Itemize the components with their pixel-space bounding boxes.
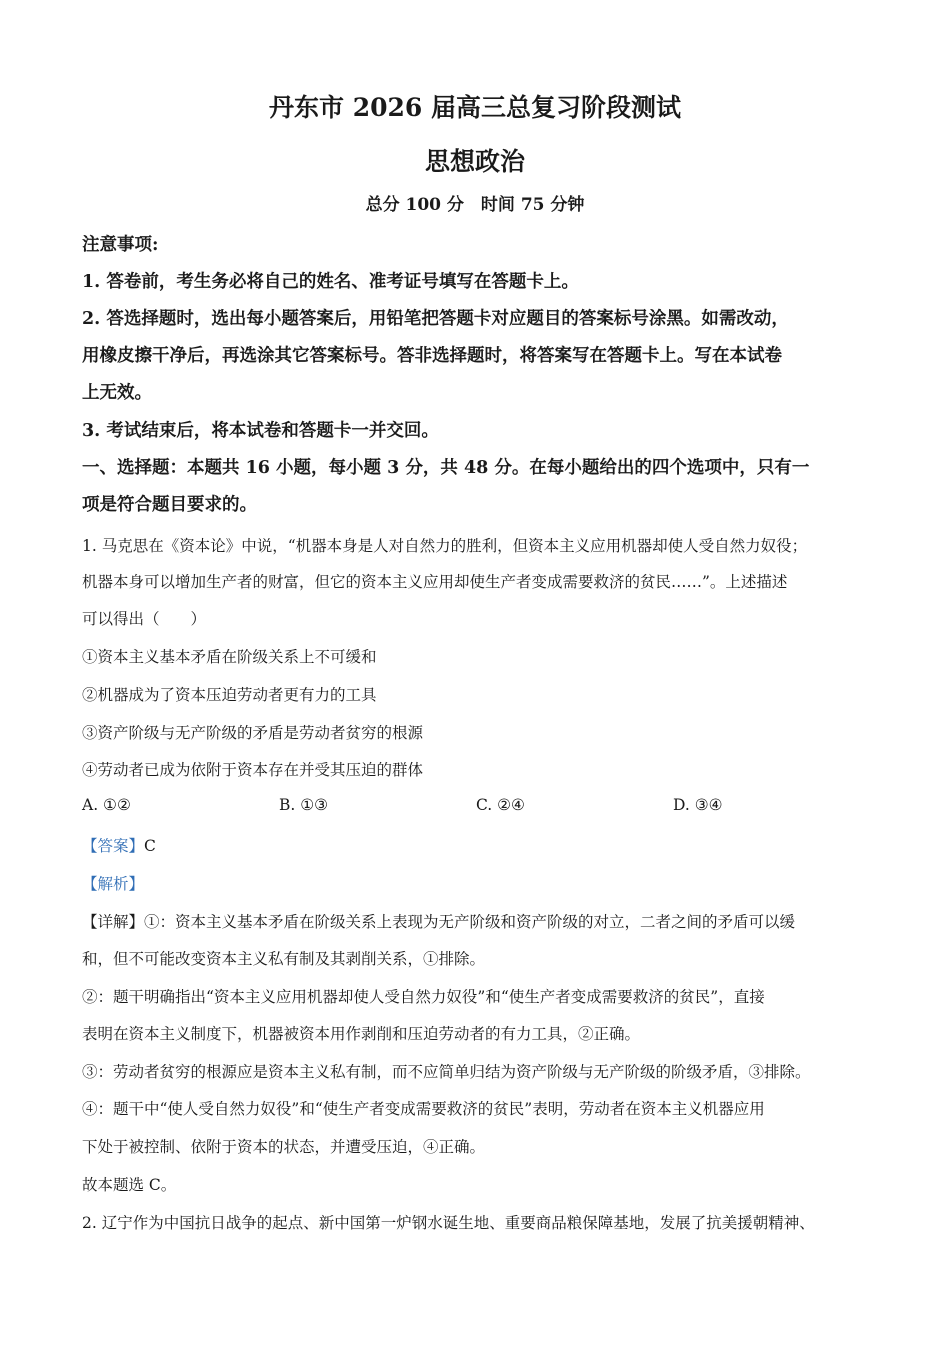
detail-conclusion: 故本题选 C。: [82, 1176, 177, 1194]
detail-tag: 【详解】: [82, 913, 145, 931]
detail-line: ③：劳动者贫穷的根源应是资本主义私有制，而不应简单归结为资产阶级与无产阶级的阶级矛盾，③排除。: [82, 1063, 811, 1081]
statement-item: ④劳动者已成为依附于资本存在并受其压迫的群体: [82, 761, 424, 779]
exam-meta: 总分 100 分 时间 75 分钟: [365, 195, 585, 215]
question-2-stem: 2. 辽宁作为中国抗日战争的起点、新中国第一炉钢水诞生地、重要商品粮保障基地，发展了抗美援朝精神、: [82, 1214, 815, 1232]
notes-heading: 注意事项:: [82, 235, 159, 255]
question-stem: 机器本身可以增加生产者的财富，但它的资本主义应用却使生产者变成需要救济的贫民……”。上述描述: [82, 573, 788, 591]
option-d: D. ③④: [673, 796, 723, 814]
note-line: 用橡皮擦干净后，再选涂其它答案标号。答非选择题时，将答案写在答题卡上。写在本试卷: [82, 346, 782, 366]
detail-line: [82, 910, 795, 932]
answer-line: [82, 834, 156, 856]
detail-text: ①：资本主义基本矛盾在阶级关系上表现为无产阶级和资产阶级的对立，二者之间的矛盾可以缓: [144, 913, 796, 931]
statement-item: ①资本主义基本矛盾在阶级关系上不可缓和: [82, 648, 377, 666]
exam-title: 丹东市 2026 届高三总复习阶段测试: [269, 93, 681, 122]
detail-line: 表明在资本主义制度下，机器被资本用作剥削和压迫劳动者的有力工具，②正确。: [82, 1025, 641, 1043]
analysis-tag: 【解析】: [82, 875, 145, 893]
option-a: A. ①②: [82, 796, 131, 814]
answer-tag: 【答案】: [82, 837, 145, 855]
section-heading-cont: 项是符合题目要求的。: [82, 495, 257, 515]
section-heading: 一、选择题：本题共 16 小题，每小题 3 分，共 48 分。在每小题给出的四个选项中，只有一: [82, 458, 810, 478]
option-b: B. ①③: [279, 796, 329, 814]
note-line: 1. 答卷前，考生务必将自己的姓名、准考证号填写在答题卡上。: [82, 272, 579, 292]
detail-line: 和，但不可能改变资本主义私有制及其剥削关系，①排除。: [82, 950, 486, 968]
statement-item: ②机器成为了资本压迫劳动者更有力的工具: [82, 686, 377, 704]
note-line: 2. 答选择题时，选出每小题答案后，用铅笔把答题卡对应题目的答案标号涂黑。如需改动，: [82, 309, 789, 329]
answer-value: C: [144, 837, 156, 855]
detail-line: ②：题干明确指出“资本主义应用机器却使人受自然力奴役”和“使生产者变成需要救济的贫民”，直接: [82, 988, 765, 1006]
note-line: 3. 考试结束后，将本试卷和答题卡一并交回。: [82, 421, 439, 441]
question-stem: 1. 马克思在《资本论》中说，“机器本身是人对自然力的胜利，但资本主义应用机器却使人受自然力奴役；: [82, 537, 808, 555]
option-c: C. ②④: [476, 796, 525, 814]
subject-title: 思想政治: [424, 147, 525, 176]
question-stem: 可以得出（ ）: [82, 610, 207, 628]
detail-line: ④：题干中“使人受自然力奴役”和“使生产者变成需要救济的贫民”表明，劳动者在资本主义机器应用: [82, 1100, 765, 1118]
detail-line: 下处于被控制、依附于资本的状态，并遭受压迫，④正确。: [82, 1138, 486, 1156]
statement-item: ③资产阶级与无产阶级的矛盾是劳动者贫穷的根源: [82, 724, 424, 742]
note-line: 上无效。: [82, 383, 152, 403]
